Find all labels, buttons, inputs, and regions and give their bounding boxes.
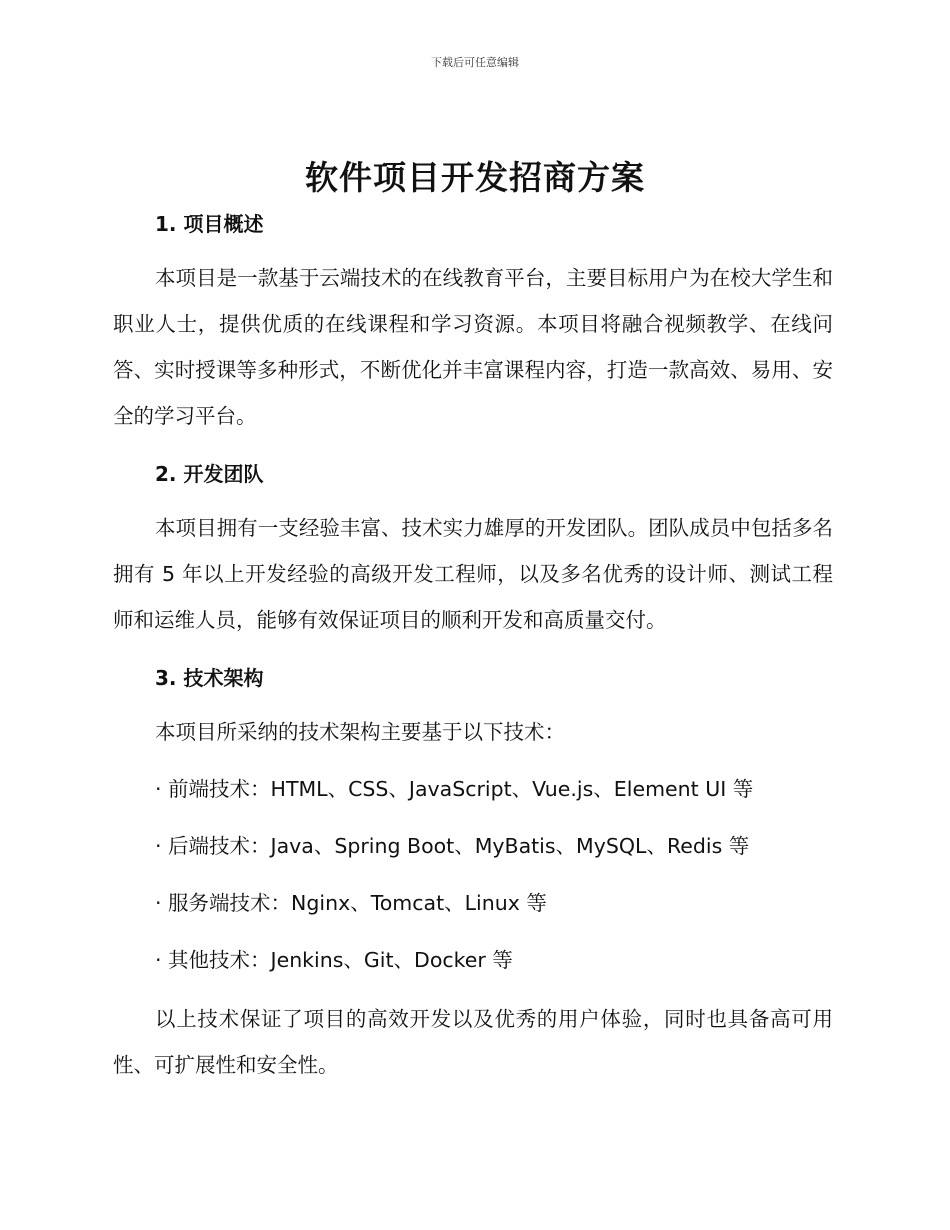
paragraph-team: 本项目拥有一支经验丰富、技术实力雄厚的开发团队。团队成员中包括多名拥有 5 年以上开发经验的高级开发工程师，以及多名优秀的设计师、测试工程师和运维人员，能够有效保证项目的顺利开发和高质量交付。 [113,516,833,632]
paragraph-architecture-intro: 本项目所采纳的技术架构主要基于以下技术： [155,720,565,744]
section-heading-architecture: 3. 技术架构 [155,666,264,690]
paragraph-overview: 本项目是一款基于云端技术的在线教育平台，主要目标用户为在校大学生和职业人士，提供优质的在线课程和学习资源。本项目将融合视频教学、在线问答、实时授课等多种形式，不断优化并丰富课程内容，打造一款高效、易用、安全的学习平台。 [113,266,833,428]
list-item-frontend: · 前端技术：HTML、CSS、JavaScript、Vue.js、Element UI 等 [155,777,754,801]
list-item-other: · 其他技术：Jenkins、Git、Docker 等 [155,948,513,972]
paragraph-architecture-conclusion: 以上技术保证了项目的高效开发以及优秀的用户体验，同时也具备高可用性、可扩展性和安全性。 [113,1007,833,1077]
section-heading-overview: 1. 项目概述 [155,212,264,236]
list-item-backend: · 后端技术：Java、Spring Boot、MyBatis、MySQL、Redis 等 [155,834,750,858]
document-title: 软件项目开发招商方案 [305,158,645,197]
section-heading-team: 2. 开发团队 [155,462,264,486]
page-header-note: 下载后可任意编辑 [431,56,519,69]
list-item-server: · 服务端技术：Nginx、Tomcat、Linux 等 [155,891,547,915]
